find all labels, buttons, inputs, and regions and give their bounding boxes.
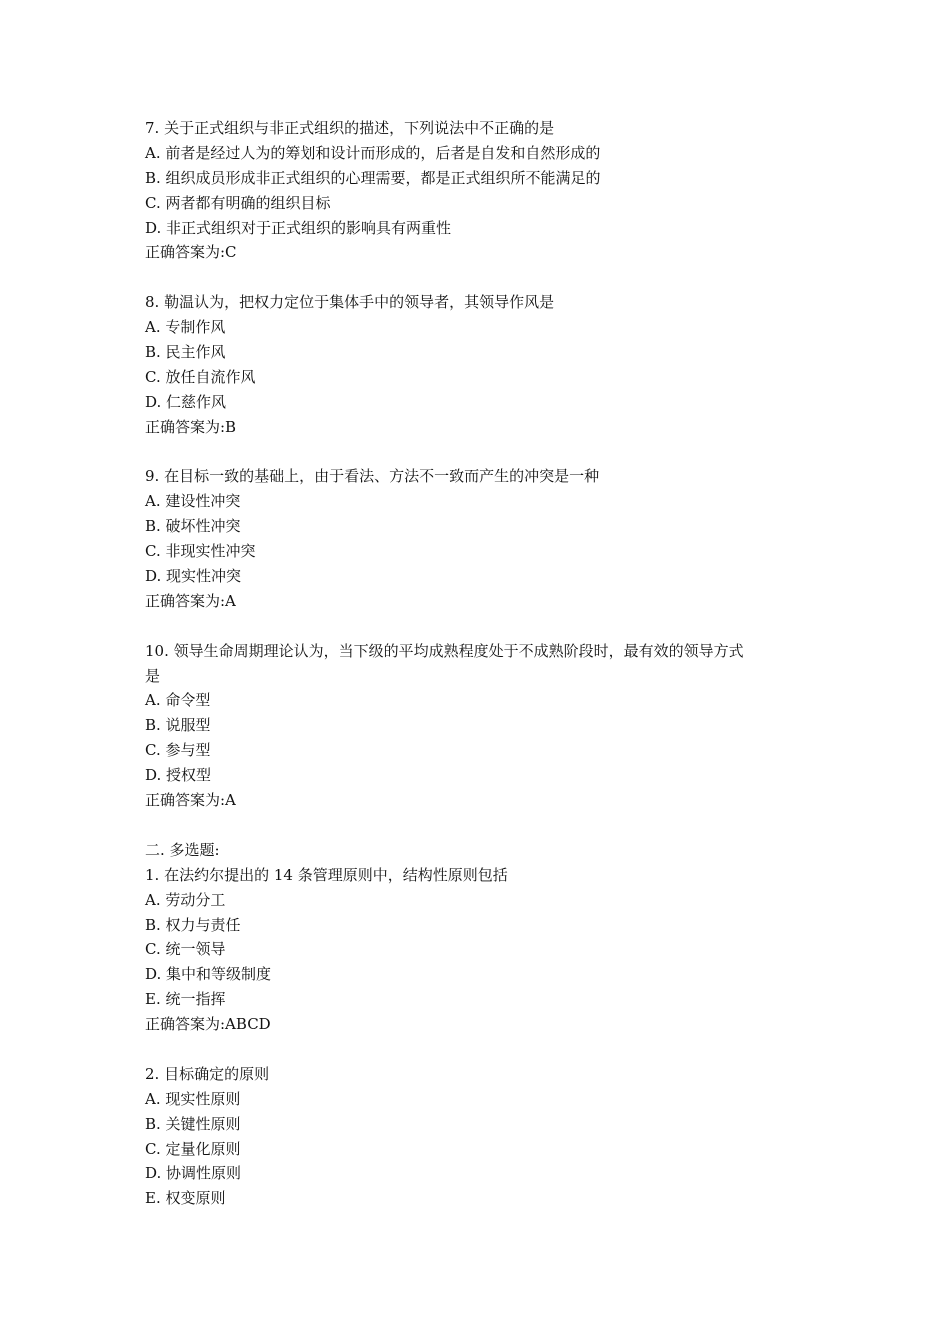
option: D. 仁慈作风 [145, 392, 227, 411]
spacer [145, 1037, 825, 1062]
question-stem: 10. 领导生命周期理论认为，当下级的平均成熟程度处于不成熟阶段时，最有效的领导方式 [145, 641, 744, 660]
question-block [145, 290, 825, 439]
question-stem: 2. 目标确定的原则 [145, 1064, 270, 1083]
answer-line: 正确答案为:A [145, 791, 236, 810]
option: B. 组织成员形成非正式组织的心理需要，都是正式组织所不能满足的 [145, 168, 601, 187]
spacer [145, 440, 825, 465]
question-block [145, 863, 825, 1037]
option: B. 破坏性冲突 [145, 517, 241, 536]
option: C. 定量化原则 [145, 1139, 241, 1158]
option: A. 专制作风 [145, 318, 226, 337]
option: C. 非现实性冲突 [145, 542, 256, 561]
option: B. 关键性原则 [145, 1114, 241, 1133]
option: A. 建设性冲突 [145, 492, 241, 511]
option: A. 劳动分工 [145, 890, 226, 909]
question-block [145, 116, 825, 265]
question-block [145, 1062, 825, 1211]
answer-line: 正确答案为:B [145, 417, 237, 436]
answer-line: 正确答案为:ABCD [145, 1015, 271, 1034]
option: B. 权力与责任 [145, 915, 241, 934]
option: A. 命令型 [145, 691, 211, 710]
option: A. 前者是经过人为的筹划和设计而形成的，后者是自发和自然形成的 [145, 143, 601, 162]
option: D. 授权型 [145, 766, 212, 785]
option: D. 现实性冲突 [145, 567, 242, 586]
question-stem: 7. 关于正式组织与非正式组织的描述，下列说法中不正确的是 [145, 119, 555, 137]
option: C. 参与型 [145, 741, 211, 760]
spacer [145, 265, 825, 290]
question-block [145, 464, 825, 613]
spacer [145, 614, 825, 639]
option: C. 两者都有明确的组织目标 [145, 193, 331, 212]
option: E. 统一指挥 [145, 990, 226, 1009]
option: B. 说服型 [145, 716, 211, 735]
answer-line: 正确答案为:C [145, 243, 237, 262]
option: E. 权变原则 [145, 1189, 226, 1208]
option: D. 非正式组织对于正式组织的影响具有两重性 [145, 218, 452, 237]
section-heading: 二. 多选题: [145, 840, 220, 859]
option: A. 现实性原则 [145, 1089, 241, 1108]
question-stem: 9. 在目标一致的基础上，由于看法、方法不一致而产生的冲突是一种 [145, 467, 600, 486]
answer-line: 正确答案为:A [145, 591, 236, 610]
document-page [145, 116, 825, 1211]
option: B. 民主作风 [145, 343, 226, 362]
option: D. 集中和等级制度 [145, 965, 272, 984]
spacer [145, 813, 825, 838]
question-stem: 8. 勒温认为，把权力定位于集体手中的领导者，其领导作风是 [145, 293, 555, 312]
option: C. 放任自流作风 [145, 367, 256, 386]
option: C. 统一领导 [145, 940, 226, 959]
question-stem: 1. 在法约尔提出的 14 条管理原则中，结构性原则包括 [145, 865, 508, 884]
option: D. 协调性原则 [145, 1164, 242, 1183]
question-stem-continuation: 是 [145, 666, 161, 685]
question-block [145, 639, 825, 813]
